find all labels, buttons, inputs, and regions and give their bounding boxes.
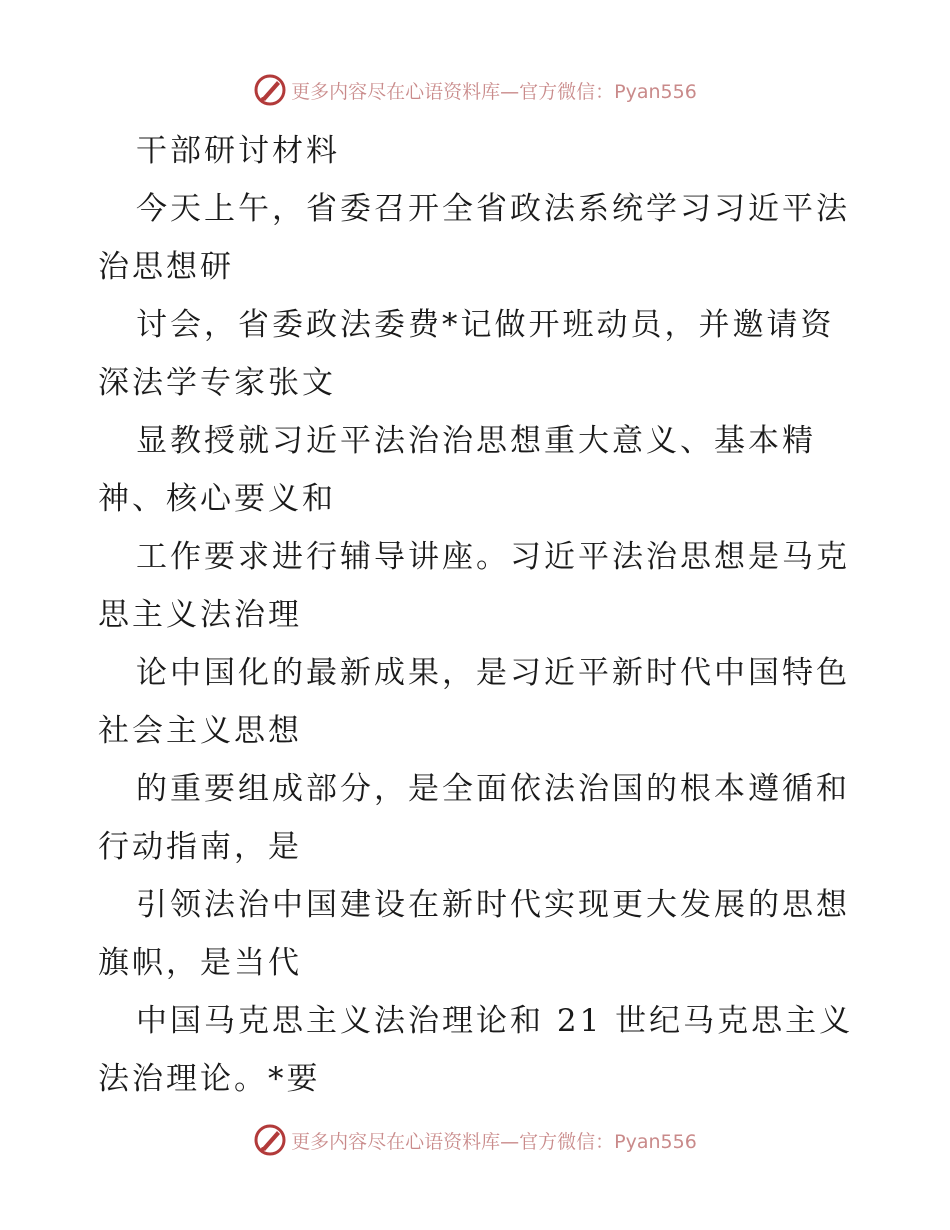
paragraph-line: 神、核心要义和	[98, 481, 336, 517]
paragraph-line: 工作要求进行辅导讲座。习近平法治思想是马克	[136, 539, 850, 575]
paragraph-line: 治思想研	[98, 249, 234, 285]
paragraph-line: 显教授就习近平法治治思想重大意义、基本精	[136, 423, 816, 459]
paragraph-line: 法治理论。*要	[98, 1061, 321, 1097]
pen-logo-icon	[253, 73, 287, 107]
pen-logo-icon	[253, 1123, 287, 1157]
watermark-text: 更多内容尽在心语资料库—官方微信：Pyan556	[291, 1130, 697, 1153]
paragraph-line: 讨会，省委政法委费*记做开班动员，并邀请资	[136, 307, 835, 343]
paragraph-line: 引领法治中国建设在新时代实现更大发展的思想	[136, 887, 850, 923]
paragraph-line: 中国马克思主义法治理论和 21 世纪马克思主义	[136, 1003, 854, 1039]
document-body	[98, 122, 858, 1108]
paragraph-line: 论中国化的最新成果，是习近平新时代中国特色	[136, 655, 850, 691]
paragraph-line: 社会主义思想	[98, 713, 302, 749]
paragraph-line: 行动指南，是	[98, 829, 302, 865]
paragraph-line: 今天上午，省委召开全省政法系统学习习近平法	[136, 191, 850, 227]
paragraph-line: 思主义法治理	[98, 597, 302, 633]
paragraph-line: 深法学专家张文	[98, 365, 336, 401]
document-title: 干部研讨材料	[136, 133, 340, 169]
paragraph-line: 的重要组成部分，是全面依法治国的根本遵循和	[136, 771, 850, 807]
paragraph-line: 旗帜，是当代	[98, 945, 302, 981]
header-watermark	[0, 73, 950, 107]
watermark-text: 更多内容尽在心语资料库—官方微信：Pyan556	[291, 80, 697, 103]
footer-watermark	[0, 1123, 950, 1157]
